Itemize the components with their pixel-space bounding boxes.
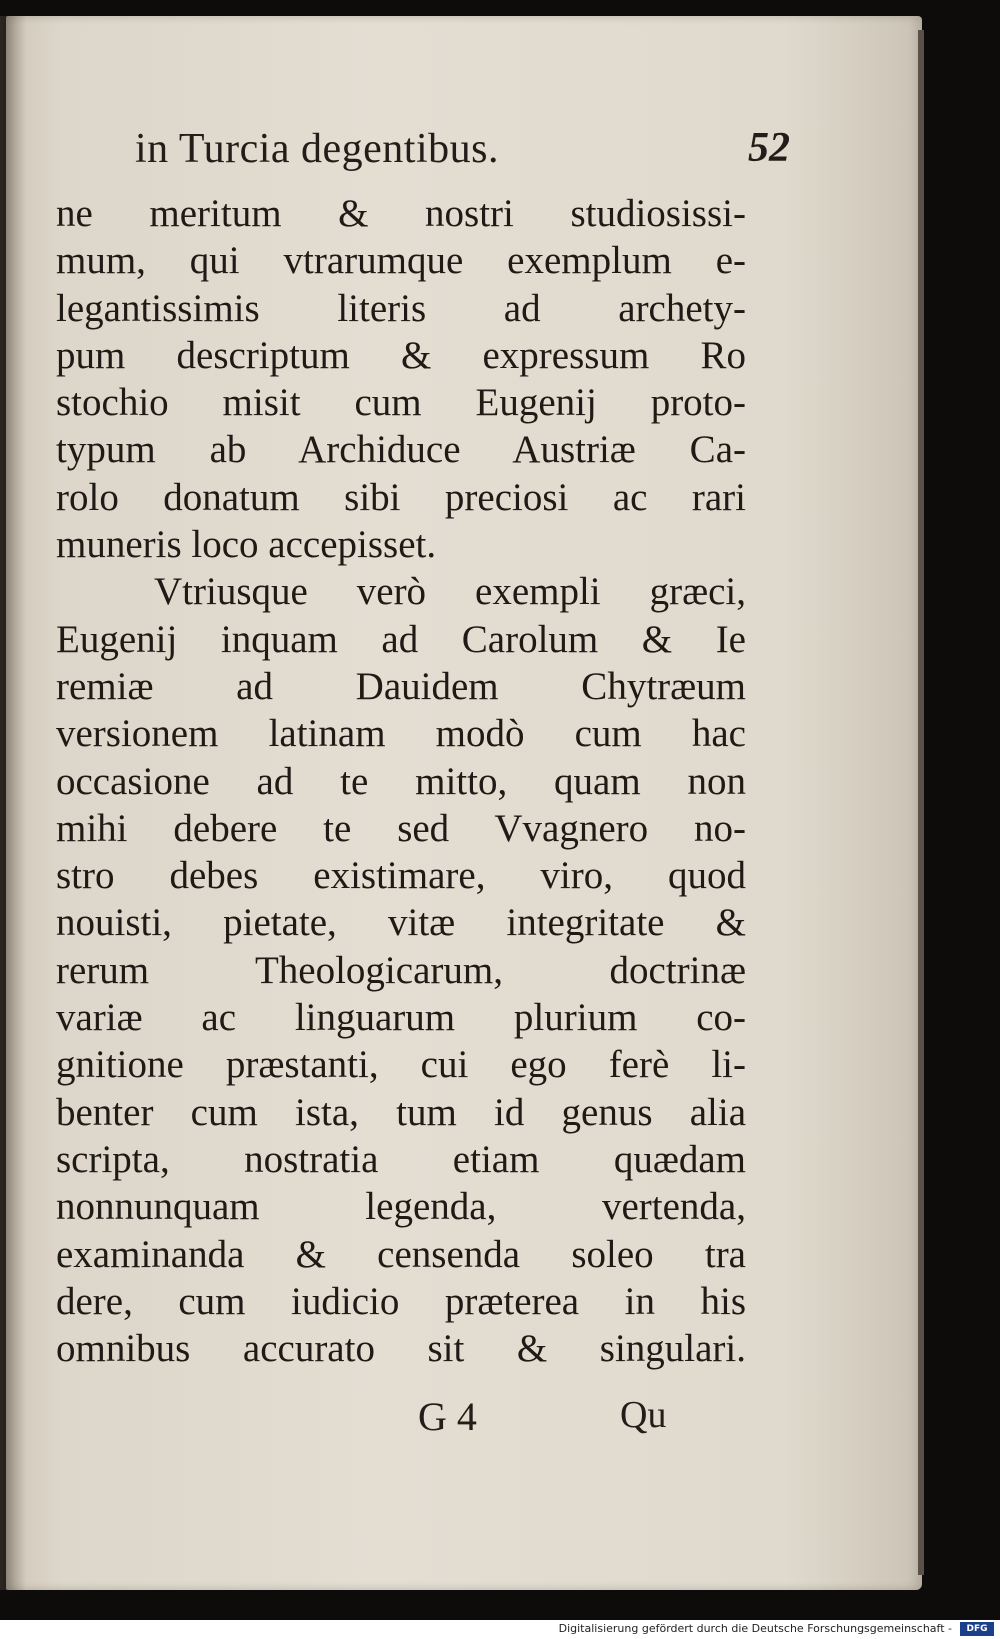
page-number: 52 [748,125,790,171]
text-line: examinanda & censenda soleo tra [56,1232,746,1276]
dfg-logo: DFG [960,1622,994,1636]
text-line: scripta, nostratia etiam quædam [56,1137,746,1181]
text-line: mihi debere te sed Vvagnero no- [56,806,746,850]
running-head: in Turcia degentibus. [135,126,499,172]
text-line: benter cum ista, tum id genus alia [56,1090,746,1134]
text-line: omnibus accurato sit & singulari. [56,1327,746,1371]
text-line: stro debes existimare, viro, quod [56,854,746,898]
page-edge [918,30,924,1575]
gutter-shadow [0,16,26,1590]
footer-credit: Digitalisierung gefördert durch die Deutsche Forschungsgemeinschaft - [558,1622,952,1635]
text-line: legantissimis literis ad archety- [56,286,746,330]
text-line: nouisti, pietate, vitæ integritate & [56,901,746,945]
text-line: versionem latinam modò cum hac [56,712,746,756]
text-line: remiæ ad Dauidem Chytræum [56,664,746,708]
text-line: nonnunquam legenda, vertenda, [56,1185,746,1229]
text-line: Vtriusque verò exempli græci, [154,570,746,614]
text-line: dere, cum iudicio præterea in his [56,1279,746,1323]
text-line: ne meritum & nostri studiosissi- [56,192,746,235]
text-line: muneris loco accepisset. [56,523,437,567]
body-text [56,190,746,1372]
text-line: rolo donatum sibi preciosi ac rari [56,475,746,519]
catchword: Qu [620,1394,667,1436]
text-line: gnitione præstanti, cui ego ferè li- [56,1043,746,1087]
text-line: typum ab Archiduce Austriæ Ca- [56,428,746,472]
text-line: pum descriptum & expressum Ro [56,333,746,377]
text-line: stochio misit cum Eugenij proto- [56,381,746,425]
text-line: occasione ad te mitto, quam non [56,759,746,803]
text-line: rerum Theologicarum, doctrinæ [56,948,746,992]
text-line: Eugenij inquam ad Carolum & Ie [56,617,746,661]
signature-mark: G 4 [418,1394,477,1439]
text-line: mum, qui vtrarumque exemplum e- [56,239,746,283]
text-line: variæ ac linguarum plurium co- [56,996,746,1040]
